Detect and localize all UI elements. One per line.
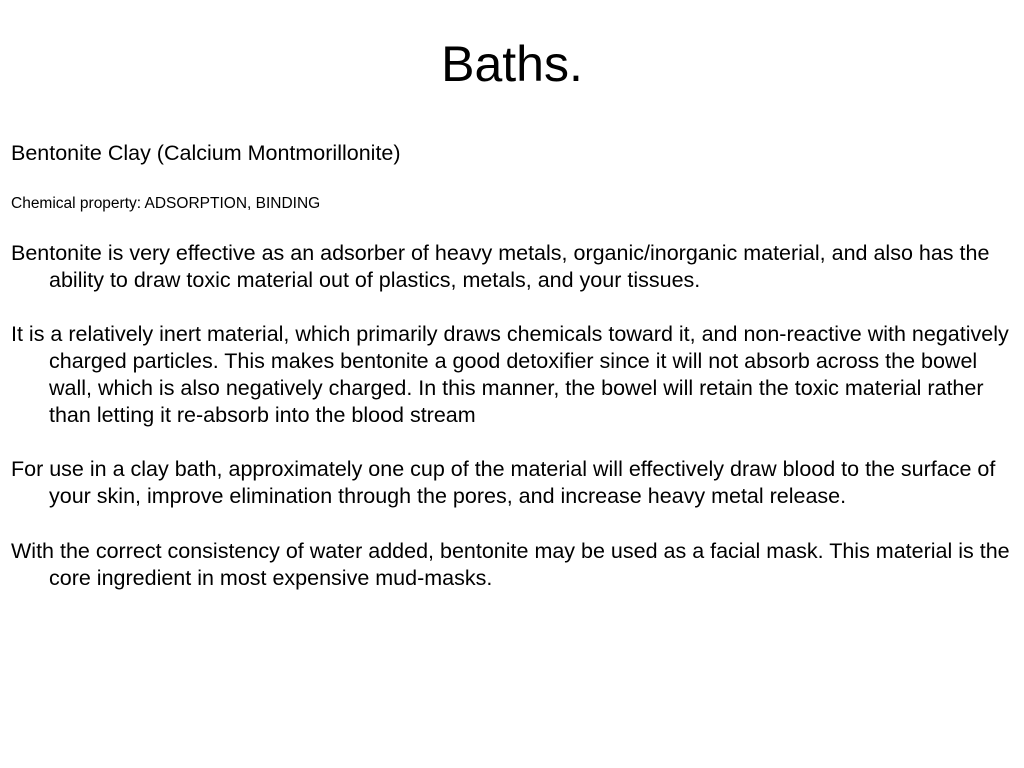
paragraph-inert-material: It is a relatively inert material, which primarily draws chemicals toward it, and non-reactive with negatively charged particles. This makes bentonite a good detoxifier since it will not absorb across the bowel wall, which is also negatively charged. In this manner, the bowel will retain the toxic material rather than letting it re-absorb into the blood stream — [11, 322, 1009, 427]
paragraph-adsorber: Bentonite is very effective as an adsorber of heavy metals, organic/inorganic material, and also has the ability to draw toxic material out of plastics, metals, and your tissues. — [11, 241, 990, 292]
slide-title: Baths. — [441, 36, 583, 92]
paragraph-clay-bath: For use in a clay bath, approximately one cup of the material will effectively draw blood to the surface of your skin, improve elimination through the pores, and increase heavy metal release. — [11, 457, 996, 508]
paragraph-facial-mask: With the correct consistency of water added, bentonite may be used as a facial mask. This material is the core ingredient in most expensive mud-masks. — [11, 539, 1010, 590]
paragraph-subject: Bentonite Clay (Calcium Montmorillonite) — [11, 141, 401, 165]
paragraph-chemical-property: Chemical property: ADSORPTION, BINDING — [11, 195, 321, 212]
slide-body — [11, 140, 1011, 592]
